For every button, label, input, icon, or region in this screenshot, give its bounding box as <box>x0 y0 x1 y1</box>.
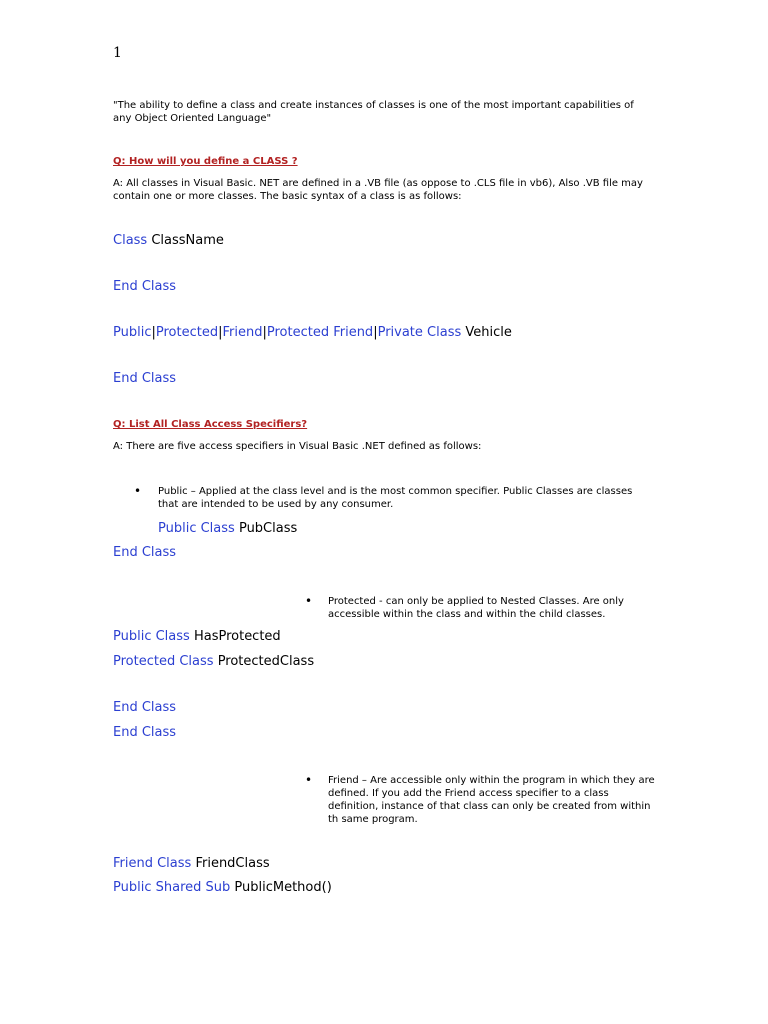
intro-quote: "The ability to define a class and create instances of classes is one of the most important capabilities of any Object Oriented Language" <box>113 100 634 124</box>
code-class-declaration <box>113 233 224 249</box>
code-end-class: End Class <box>113 279 177 294</box>
separator: | <box>151 325 156 340</box>
keyword-public-shared-sub: Public Shared Sub <box>113 880 231 895</box>
code-friend-class <box>113 856 270 872</box>
code-end-class: End Class <box>113 700 177 715</box>
keyword-friend: Friend <box>222 325 263 340</box>
identifier-pubclass: PubClass <box>238 521 298 536</box>
bullet-icon: • <box>305 594 313 608</box>
code-modifier-syntax <box>113 325 512 341</box>
question-define-class-heading: Q: How will you define a CLASS ? <box>113 156 298 167</box>
public-specifier-description: Public – Applied at the class level and is the most common specifier. Public Classes are classes that are intended to be used by any consumer. <box>158 486 633 510</box>
separator: | <box>262 325 267 340</box>
friend-specifier-description: Friend – Are accessible only within the program in which they are defined. If you add the Friend access specifier to a class definition, instance of that class can only be created from within th same program. <box>328 775 655 825</box>
bullet-icon: • <box>305 773 313 787</box>
identifier-hasprotected: HasProtected <box>193 629 281 644</box>
identifier-vehicle: Vehicle <box>465 325 512 340</box>
code-end-class: End Class <box>113 371 177 386</box>
question-access-specifiers-heading: Q: List All Class Access Specifiers? <box>113 419 308 430</box>
keyword-protected-friend: Protected Friend <box>266 325 374 340</box>
keyword-private-class: Private Class <box>377 325 462 340</box>
code-protected-class <box>113 654 314 670</box>
code-end-class: End Class <box>113 725 177 740</box>
separator: | <box>373 325 378 340</box>
answer-define-class: A: All classes in Visual Basic. NET are defined in a .VB file (as oppose to .CLS file in vb6), Also .VB file may contain one or more classes. The basic syntax of a class is as follows: <box>113 178 643 202</box>
identifier-publicmethod: PublicMethod() <box>234 880 332 895</box>
code-public-class <box>158 521 297 537</box>
keyword-friend-class: Friend Class <box>113 856 192 871</box>
code-public-class <box>113 629 281 645</box>
page-number: 1 <box>113 45 122 61</box>
identifier-protectedclass: ProtectedClass <box>217 654 315 669</box>
keyword-protected-class: Protected Class <box>113 654 214 669</box>
answer-access-specifiers: A: There are five access specifiers in Visual Basic .NET defined as follows: <box>113 441 482 452</box>
bullet-icon: • <box>134 484 142 498</box>
code-public-shared-sub <box>113 880 332 896</box>
keyword-protected: Protected <box>155 325 219 340</box>
code-end-class: End Class <box>113 545 177 560</box>
keyword-class: Class <box>113 233 148 248</box>
identifier-friendclass: FriendClass <box>195 856 270 871</box>
separator: | <box>218 325 223 340</box>
identifier-classname: ClassName <box>151 233 224 248</box>
keyword-public-class: Public Class <box>158 521 235 536</box>
protected-specifier-description: Protected - can only be applied to Nested Classes. Are only accessible within the class and within the child classes. <box>328 596 624 620</box>
keyword-public-class: Public Class <box>113 629 190 644</box>
keyword-public: Public <box>113 325 152 340</box>
